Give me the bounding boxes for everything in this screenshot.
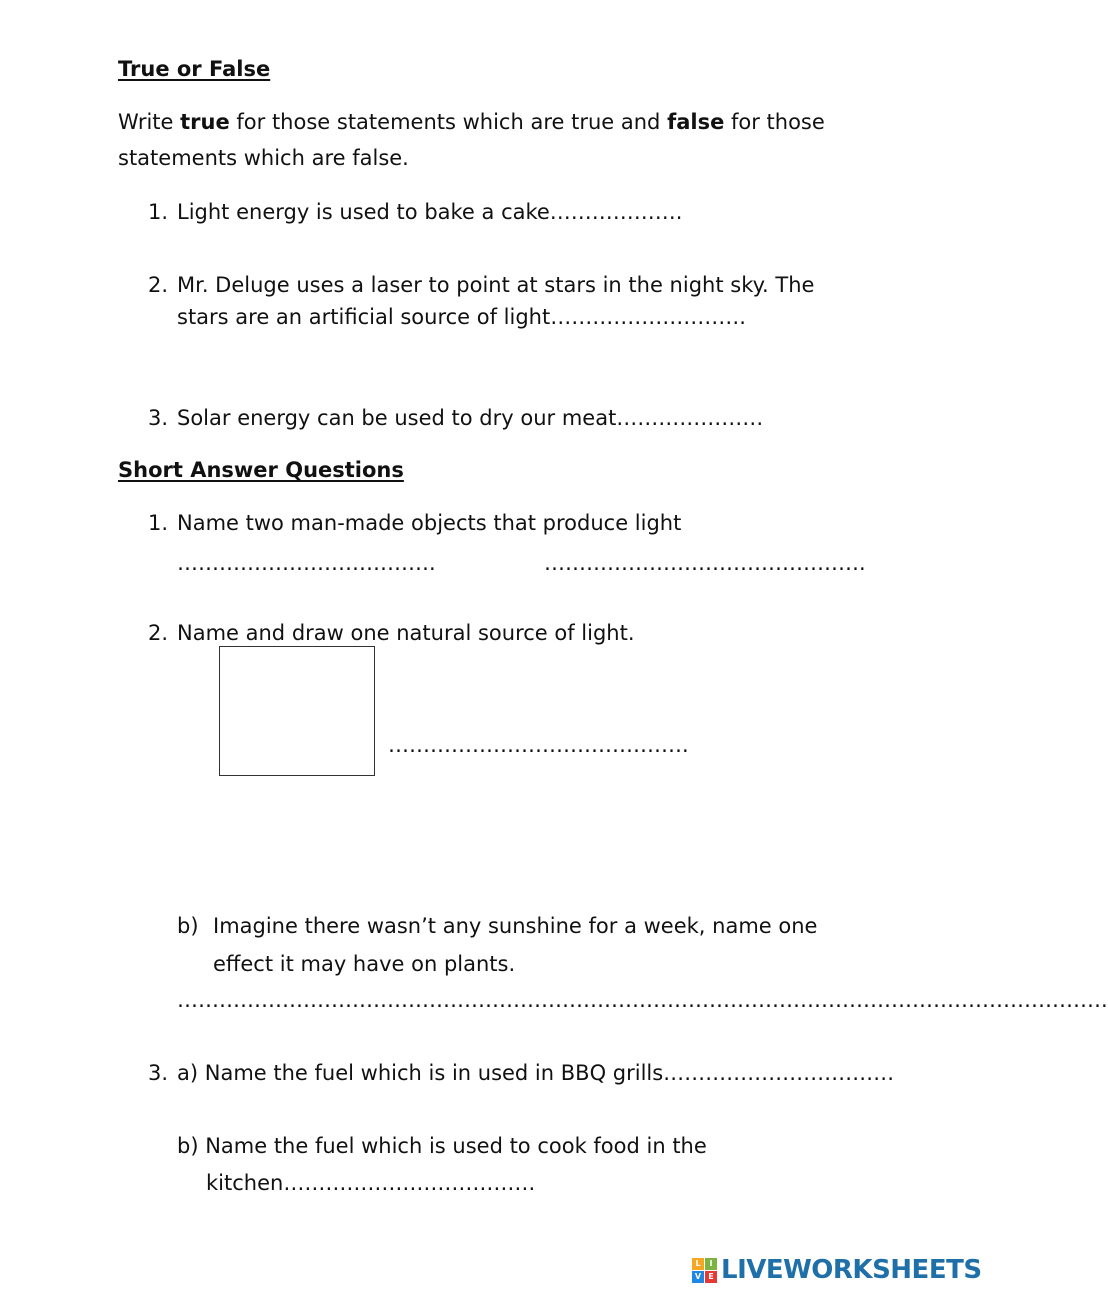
sa-q1-text: Name two man-made objects that produce light bbox=[177, 511, 682, 535]
instruction-part3: for those bbox=[724, 110, 825, 134]
sa-q2-blank[interactable]: ……………………………………. bbox=[388, 733, 689, 757]
sa-q1-blank-a[interactable]: ………………………………. bbox=[177, 551, 436, 575]
instruction-true: true bbox=[180, 110, 230, 134]
sa-q3-number: 3. bbox=[148, 1061, 169, 1085]
tf-item-1-number: 1. bbox=[148, 200, 169, 224]
instruction-line-1 bbox=[118, 112, 825, 133]
true-false-heading: True or False bbox=[118, 57, 271, 81]
sa-q2b-text-line-1: Imagine there wasn’t any sunshine for a week, name one bbox=[213, 914, 818, 938]
logo-text: LIVEWORKSHEETS bbox=[721, 1255, 982, 1285]
sa-q3b-text-line-2[interactable]: kitchen……………………………… bbox=[206, 1171, 536, 1195]
logo-mark-letter-e: E bbox=[705, 1271, 717, 1283]
instruction-line-2: statements which are false. bbox=[118, 146, 409, 170]
sa-q3a-text[interactable]: a) Name the fuel which is in used in BBQ grills…………………………… bbox=[177, 1061, 895, 1085]
instruction-false: false bbox=[667, 110, 725, 134]
tf-item-1-text[interactable]: Light energy is used to bake a cake………………. bbox=[177, 200, 683, 224]
logo-mark-letter-v: V bbox=[692, 1271, 704, 1283]
tf-item-3-text[interactable]: Solar energy can be used to dry our meat………………… bbox=[177, 406, 764, 430]
tf-item-2-text-line-2[interactable]: stars are an artificial source of light………………………. bbox=[177, 305, 746, 329]
tf-item-2-number: 2. bbox=[148, 273, 169, 297]
instruction-part1: Write bbox=[118, 110, 181, 134]
drawing-box[interactable] bbox=[219, 646, 375, 776]
liveworksheets-logo bbox=[692, 1255, 982, 1285]
logo-mark-icon bbox=[692, 1258, 717, 1283]
tf-item-3-number: 3. bbox=[148, 406, 169, 430]
sa-q3b-text-line-1: b) Name the fuel which is used to cook food in the bbox=[177, 1134, 707, 1158]
instruction-part2: for those statements which are true and bbox=[229, 110, 668, 134]
logo-mark-letter-l: L bbox=[692, 1258, 704, 1270]
sa-q2-number: 2. bbox=[148, 621, 169, 645]
tf-item-2-text-line-1: Mr. Deluge uses a laser to point at stars in the night sky. The bbox=[177, 273, 815, 297]
sa-q2b-blank[interactable]: ……………………………………………………………………………………………………………………. bbox=[177, 988, 1108, 1012]
sa-q2-text: Name and draw one natural source of light. bbox=[177, 621, 635, 645]
sa-q2b-label: b) bbox=[177, 914, 199, 938]
sa-q1-blank-b[interactable]: ………………………………………. bbox=[544, 551, 866, 575]
sa-q2b-text-line-2: effect it may have on plants. bbox=[213, 952, 516, 976]
short-answer-heading: Short Answer Questions bbox=[118, 458, 404, 482]
logo-mark-letter-i: I bbox=[705, 1258, 717, 1270]
sa-q1-number: 1. bbox=[148, 511, 169, 535]
